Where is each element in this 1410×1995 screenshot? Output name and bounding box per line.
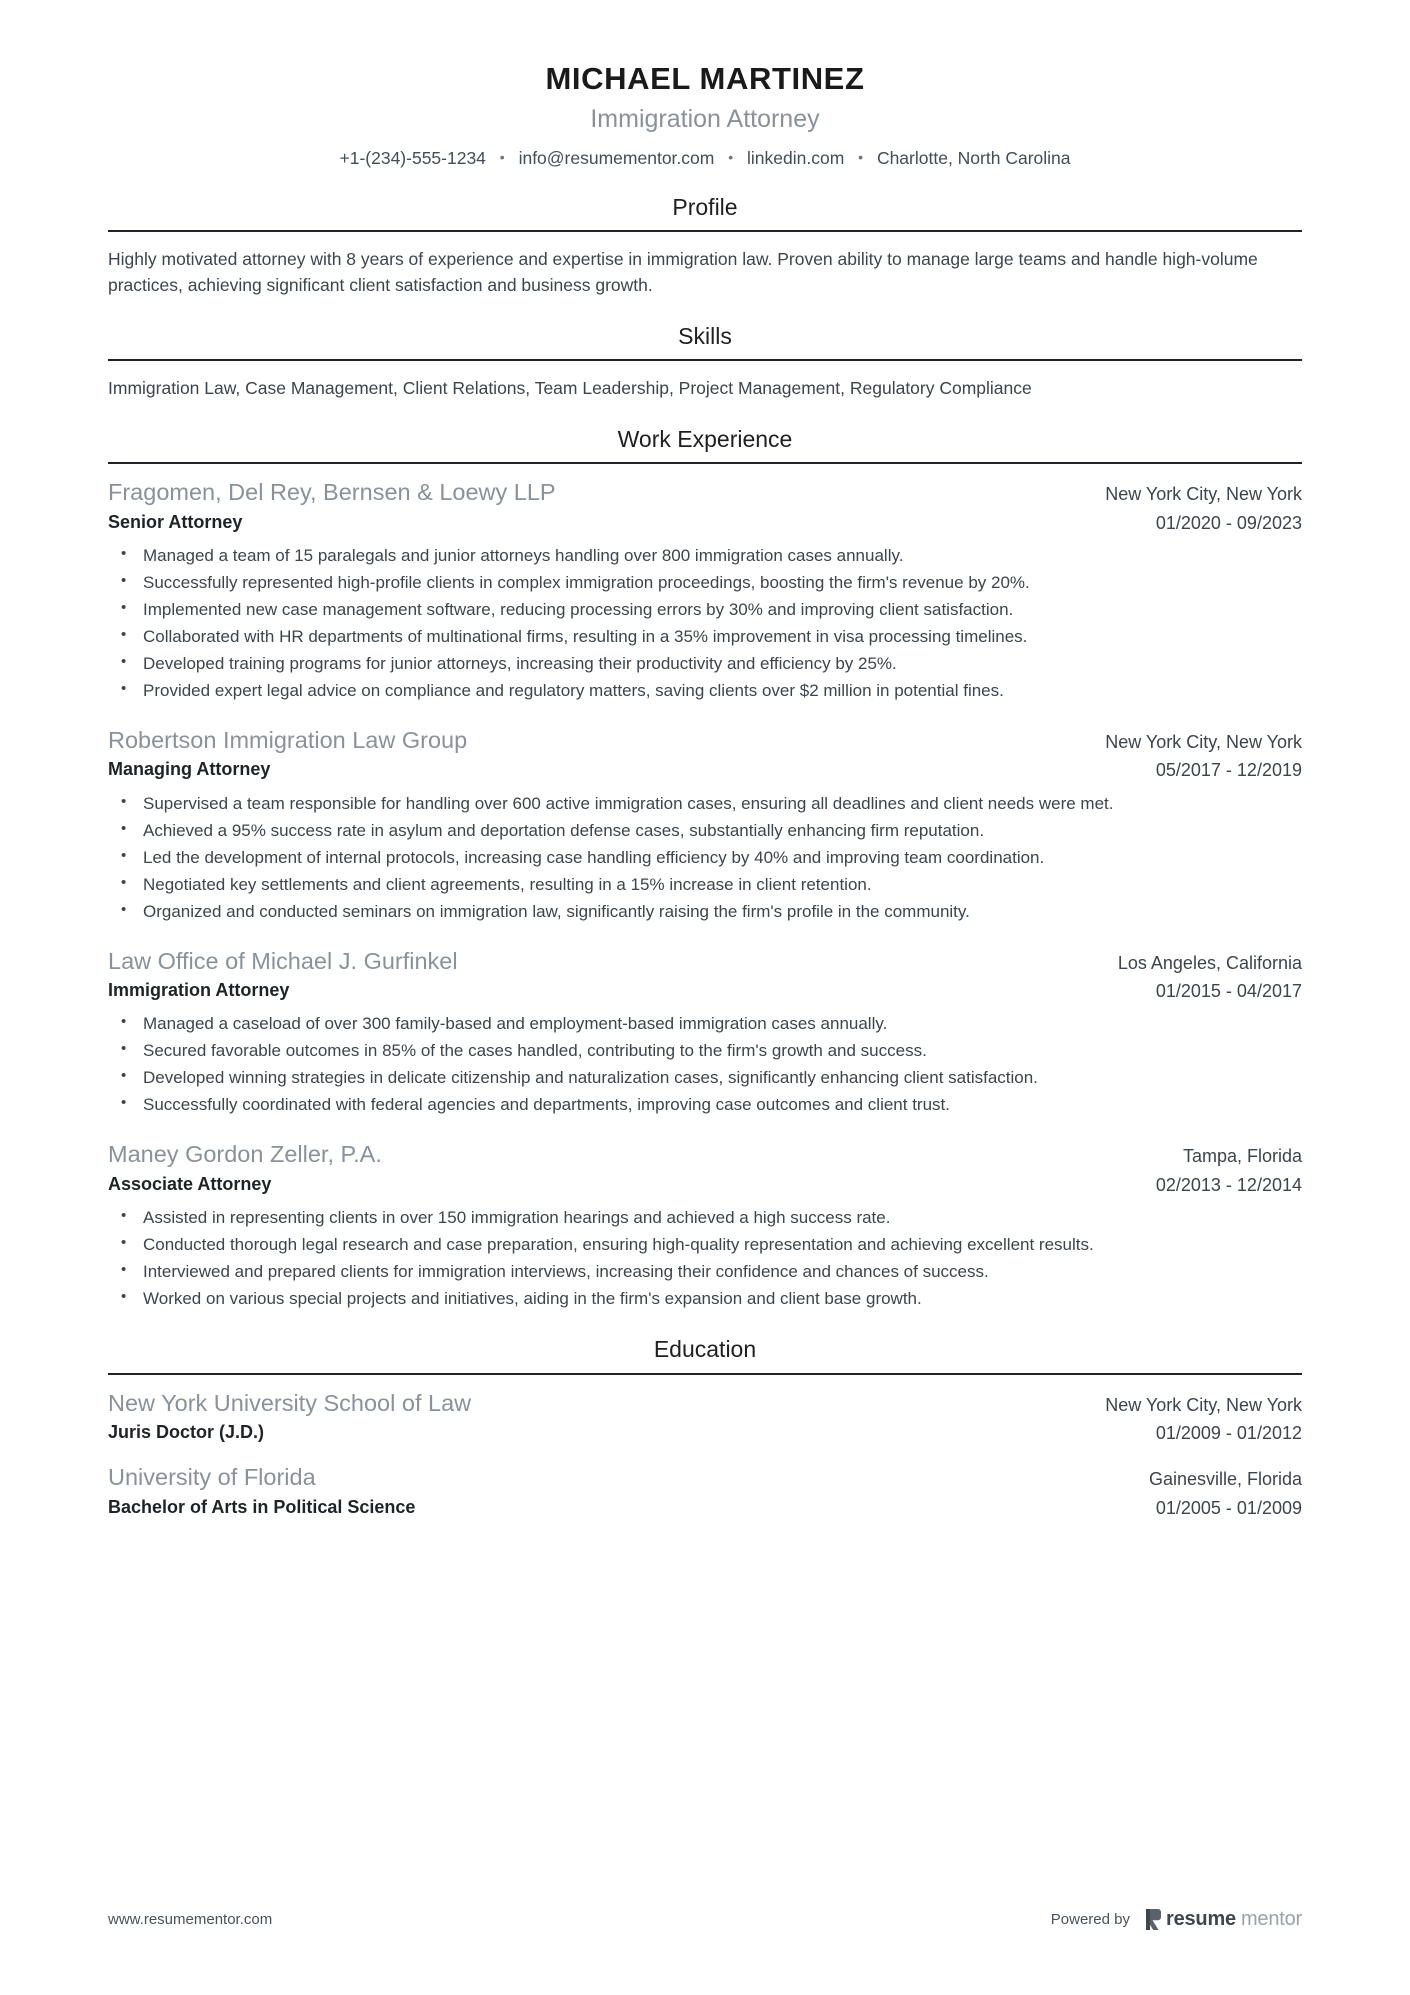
- resume-header: [108, 62, 1302, 170]
- section-divider: [108, 359, 1302, 361]
- experience-bullet: • Developed winning strategies in delicate citizenship and naturalization cases, significantly enhancing client satisfaction.: [108, 1066, 1302, 1091]
- school-name: New York University School of Law: [108, 1389, 472, 1416]
- experience-bullet: • Successfully represented high-profile clients in complex immigration proceedings, boosting the firm's revenue by 20%.: [108, 571, 1302, 596]
- experience-bullet: • Organized and conducted seminars on immigration law, significantly raising the firm's profile in the community.: [108, 900, 1302, 925]
- education-entry-header: [108, 1389, 1302, 1446]
- experience-entry-right: [1105, 483, 1302, 535]
- resumementor-mark-icon: [1146, 1909, 1161, 1930]
- experience-bullet: • Developed training programs for junior attorneys, increasing their productivity and efficiency by 25%.: [108, 652, 1302, 677]
- education-entry-header: [108, 1463, 1302, 1520]
- education-list: [108, 1389, 1302, 1521]
- experience-bullet: • Successfully coordinated with federal agencies and departments, improving case outcomes and client trust.: [108, 1093, 1302, 1118]
- profile-summary-text: Highly motivated attorney with 8 years of experience and expertise in immigration law. Proven ability to manage large teams and handle high-volume practices, achieving significant client satisfaction and business growth.: [108, 249, 1258, 296]
- experience-entry: [108, 726, 1302, 925]
- job-dates: 01/2020 - 09/2023: [1155, 512, 1302, 533]
- section-divider: [108, 1373, 1302, 1375]
- experience-entry-right: [1118, 952, 1302, 1004]
- section-divider: [108, 462, 1302, 464]
- experience-list: [108, 478, 1302, 1312]
- experience-entry: [108, 478, 1302, 704]
- experience-entry-left: [108, 1140, 1156, 1196]
- experience-entry-left: [108, 726, 1105, 782]
- powered-by-label: Powered by: [1050, 1911, 1130, 1928]
- experience-bullet-list: [108, 792, 1302, 925]
- section-title-profile: Profile: [672, 193, 738, 220]
- experience-entry-right: [1105, 731, 1302, 783]
- footer-branding: [1051, 1908, 1302, 1931]
- experience-entry-header: [108, 478, 1302, 535]
- job-role-title: Managing Attorney: [108, 759, 271, 780]
- contact-linkedin[interactable]: linkedin.com: [747, 147, 845, 168]
- experience-entry-header: [108, 947, 1302, 1004]
- degree-name: Bachelor of Arts in Political Science: [108, 1496, 416, 1517]
- experience-bullet: • Achieved a 95% success rate in asylum and deportation defense cases, substantially enhancing firm reputation.: [108, 819, 1302, 844]
- experience-bullet: • Conducted thorough legal research and case preparation, ensuring high-quality representation and achieving excellent results.: [108, 1233, 1302, 1258]
- section-title-skills: Skills: [678, 322, 732, 349]
- school-name: University of Florida: [108, 1464, 316, 1491]
- experience-entry: [108, 1140, 1302, 1312]
- page-footer: [108, 1908, 1302, 1931]
- page-title: MICHAEL MARTINEZ: [545, 61, 865, 96]
- job-location: New York City, New York: [1105, 484, 1302, 505]
- section-skills: [108, 323, 1302, 402]
- contact-separator-icon: •: [728, 148, 734, 165]
- employer-name: Maney Gordon Zeller, P.A.: [108, 1141, 382, 1168]
- skills-list-text: Immigration Law, Case Management, Client Relations, Team Leadership, Project Management, Regulatory Compliance: [108, 378, 1032, 399]
- section-work-experience: [108, 426, 1302, 1312]
- experience-entry: [108, 947, 1302, 1119]
- header-job-title: Immigration Attorney: [590, 105, 820, 134]
- education-entry: [108, 1389, 1302, 1446]
- education-entry: [108, 1463, 1302, 1520]
- experience-bullet: • Managed a caseload of over 300 family-based and employment-based immigration cases annually.: [108, 1012, 1302, 1037]
- section-education: [108, 1336, 1302, 1520]
- job-location: Los Angeles, California: [1117, 952, 1302, 973]
- employer-name: Robertson Immigration Law Group: [108, 726, 468, 753]
- employer-name: Fragomen, Del Rey, Bernsen & Loewy LLP: [108, 479, 556, 506]
- experience-bullet: • Implemented new case management software, reducing processing errors by 30% and improving client satisfaction.: [108, 598, 1302, 623]
- experience-bullet: • Managed a team of 15 paralegals and junior attorneys handling over 800 immigration cases annually.: [108, 544, 1302, 569]
- contact-phone: +1-(234)-555-1234: [339, 147, 486, 168]
- education-entry-right: [1105, 1394, 1302, 1446]
- experience-bullet: • Led the development of internal protocols, increasing case handling efficiency by 40% and improving team coordination.: [108, 846, 1302, 871]
- experience-bullet-list: [108, 1012, 1302, 1118]
- section-divider: [108, 230, 1302, 232]
- school-dates: 01/2005 - 01/2009: [1155, 1497, 1302, 1518]
- brand-name-light: mentor: [1240, 1908, 1302, 1930]
- contact-location: Charlotte, North Carolina: [876, 147, 1071, 168]
- employer-name: Law Office of Michael J. Gurfinkel: [108, 947, 458, 974]
- education-entry-left: [108, 1463, 1149, 1519]
- experience-bullet: • Worked on various special projects and initiatives, aiding in the firm's expansion and client base growth.: [108, 1287, 1302, 1312]
- experience-entry-header: [108, 726, 1302, 783]
- resumementor-logo: [1146, 1908, 1302, 1931]
- experience-entry-header: [108, 1140, 1302, 1197]
- job-dates: 05/2017 - 12/2019: [1155, 760, 1302, 781]
- experience-bullet: • Secured favorable outcomes in 85% of the cases handled, contributing to the firm's growth and success.: [108, 1039, 1302, 1064]
- section-title-work-experience: Work Experience: [617, 425, 793, 452]
- job-role-title: Associate Attorney: [108, 1173, 272, 1194]
- experience-bullet: • Negotiated key settlements and client agreements, resulting in a 15% increase in client retention.: [108, 873, 1302, 898]
- education-entry-right: [1149, 1468, 1302, 1520]
- school-location: Gainesville, Florida: [1148, 1469, 1302, 1490]
- experience-entry-left: [108, 947, 1118, 1003]
- contact-email[interactable]: info@resumementor.com: [518, 147, 715, 168]
- section-title-education: Education: [653, 1336, 757, 1363]
- school-dates: 01/2009 - 01/2012: [1155, 1423, 1302, 1444]
- experience-bullet: • Provided expert legal advice on compliance and regulatory matters, saving clients over $2 million in potential fines.: [108, 679, 1302, 704]
- job-role-title: Senior Attorney: [108, 511, 243, 532]
- experience-entry-right: [1156, 1145, 1302, 1197]
- brand-name-strong: resume: [1166, 1908, 1236, 1930]
- job-dates: 02/2013 - 12/2014: [1155, 1174, 1302, 1195]
- school-location: New York City, New York: [1105, 1394, 1302, 1415]
- contact-separator-icon: •: [858, 148, 864, 165]
- job-location: Tampa, Florida: [1182, 1146, 1302, 1167]
- experience-bullet: • Assisted in representing clients in over 150 immigration hearings and achieved a high success rate.: [108, 1206, 1302, 1231]
- experience-bullet: • Interviewed and prepared clients for immigration interviews, increasing their confidence and chances of success.: [108, 1260, 1302, 1285]
- experience-bullet-list: [108, 1206, 1302, 1312]
- experience-entry-left: [108, 478, 1105, 534]
- education-entry-left: [108, 1389, 1105, 1445]
- experience-bullet: • Collaborated with HR departments of multinational firms, resulting in a 35% improvement in visa processing timelines.: [108, 625, 1302, 650]
- degree-name: Juris Doctor (J.D.): [108, 1421, 265, 1442]
- contact-line: [108, 147, 1302, 170]
- job-role-title: Immigration Attorney: [108, 979, 290, 1000]
- job-location: New York City, New York: [1105, 731, 1302, 752]
- experience-bullet-list: [108, 544, 1302, 704]
- experience-bullet: • Supervised a team responsible for handling over 600 active immigration cases, ensuring all deadlines and client needs were met.: [108, 792, 1302, 817]
- section-profile: [108, 194, 1302, 299]
- footer-website-url[interactable]: www.resumementor.com: [108, 1911, 273, 1928]
- job-dates: 01/2015 - 04/2017: [1155, 981, 1302, 1002]
- contact-separator-icon: •: [499, 148, 505, 165]
